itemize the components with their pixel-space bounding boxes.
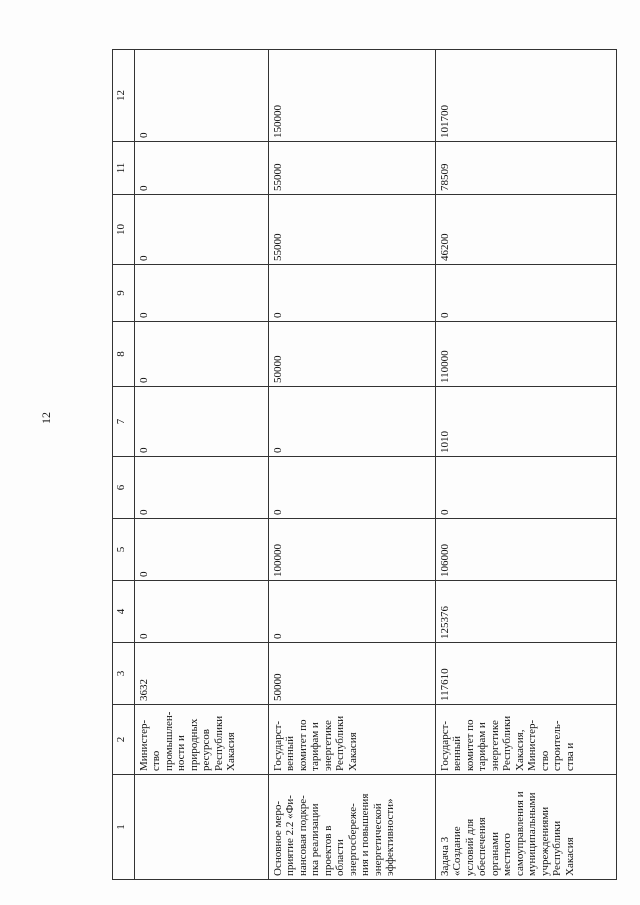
- table-cell: Задача 3 «Создание условий для обеспечения органами местного самоуправления и муниципальными учреждениями Республики Хакасия: [435, 775, 616, 880]
- column-header: 12: [113, 50, 135, 142]
- column-header: 8: [113, 322, 135, 387]
- table-cell: 0: [134, 265, 268, 322]
- table-cell: 0: [268, 581, 435, 643]
- column-header: 2: [113, 705, 135, 775]
- table-cell: Министер- ство промышлен- ности и природных ресурсов Республики Хакасия: [134, 705, 268, 775]
- table-cell: 50000: [268, 322, 435, 387]
- table-cell: 46200: [435, 195, 616, 265]
- column-header: 7: [113, 387, 135, 457]
- column-header: 3: [113, 643, 135, 705]
- column-header: 11: [113, 142, 135, 195]
- table-cell: 106000: [435, 519, 616, 581]
- table-cell: 3632: [134, 643, 268, 705]
- table-cell: 0: [134, 142, 268, 195]
- table-cell: 1010: [435, 387, 616, 457]
- table-cell: 0: [268, 457, 435, 519]
- table-cell: 55000: [268, 195, 435, 265]
- table-row: [435, 50, 616, 880]
- table-cell: Государст- венный комитет по тарифам и энергетике Республики Хакасия, Министер- ство строитель- ства и: [435, 705, 616, 775]
- table-cell: 55000: [268, 142, 435, 195]
- table-cell: 117610: [435, 643, 616, 705]
- column-header: 10: [113, 195, 135, 265]
- column-header: 6: [113, 457, 135, 519]
- table-cell: 150000: [268, 50, 435, 142]
- column-header: 4: [113, 581, 135, 643]
- table-cell: 0: [134, 50, 268, 142]
- table-cell: 0: [134, 457, 268, 519]
- table-cell: Основное меро- приятие 2.2 «Фи- нансовая подкре- пка реализации проектов в области энергосбереже- ния и повышения энергетической эффективности»: [268, 775, 435, 880]
- table-cell: 0: [435, 457, 616, 519]
- budget-table: [112, 49, 617, 880]
- table-cell: 101700: [435, 50, 616, 142]
- table-cell: 0: [134, 195, 268, 265]
- table-cell: 0: [268, 265, 435, 322]
- table-cell: 50000: [268, 643, 435, 705]
- column-header: 5: [113, 519, 135, 581]
- table-cell: 0: [134, 581, 268, 643]
- table-cell: 110000: [435, 322, 616, 387]
- table-cell: Государст- венный комитет по тарифам и энергетике Республики Хакасия: [268, 705, 435, 775]
- column-header: 9: [113, 265, 135, 322]
- table-cell: 78509: [435, 142, 616, 195]
- table-cell: 0: [134, 519, 268, 581]
- table-cell: 0: [268, 387, 435, 457]
- rotated-table-wrapper: [112, 50, 617, 880]
- table-cell: [134, 775, 268, 880]
- page-number: 12: [39, 412, 53, 424]
- table-cell: 100000: [268, 519, 435, 581]
- table-row: [268, 50, 435, 880]
- table-cell: 0: [134, 387, 268, 457]
- table-cell: 125376: [435, 581, 616, 643]
- table-cell: 0: [134, 322, 268, 387]
- table-row: [134, 50, 268, 880]
- header-row: [113, 50, 135, 880]
- table-cell: 0: [435, 265, 616, 322]
- column-header: 1: [113, 775, 135, 880]
